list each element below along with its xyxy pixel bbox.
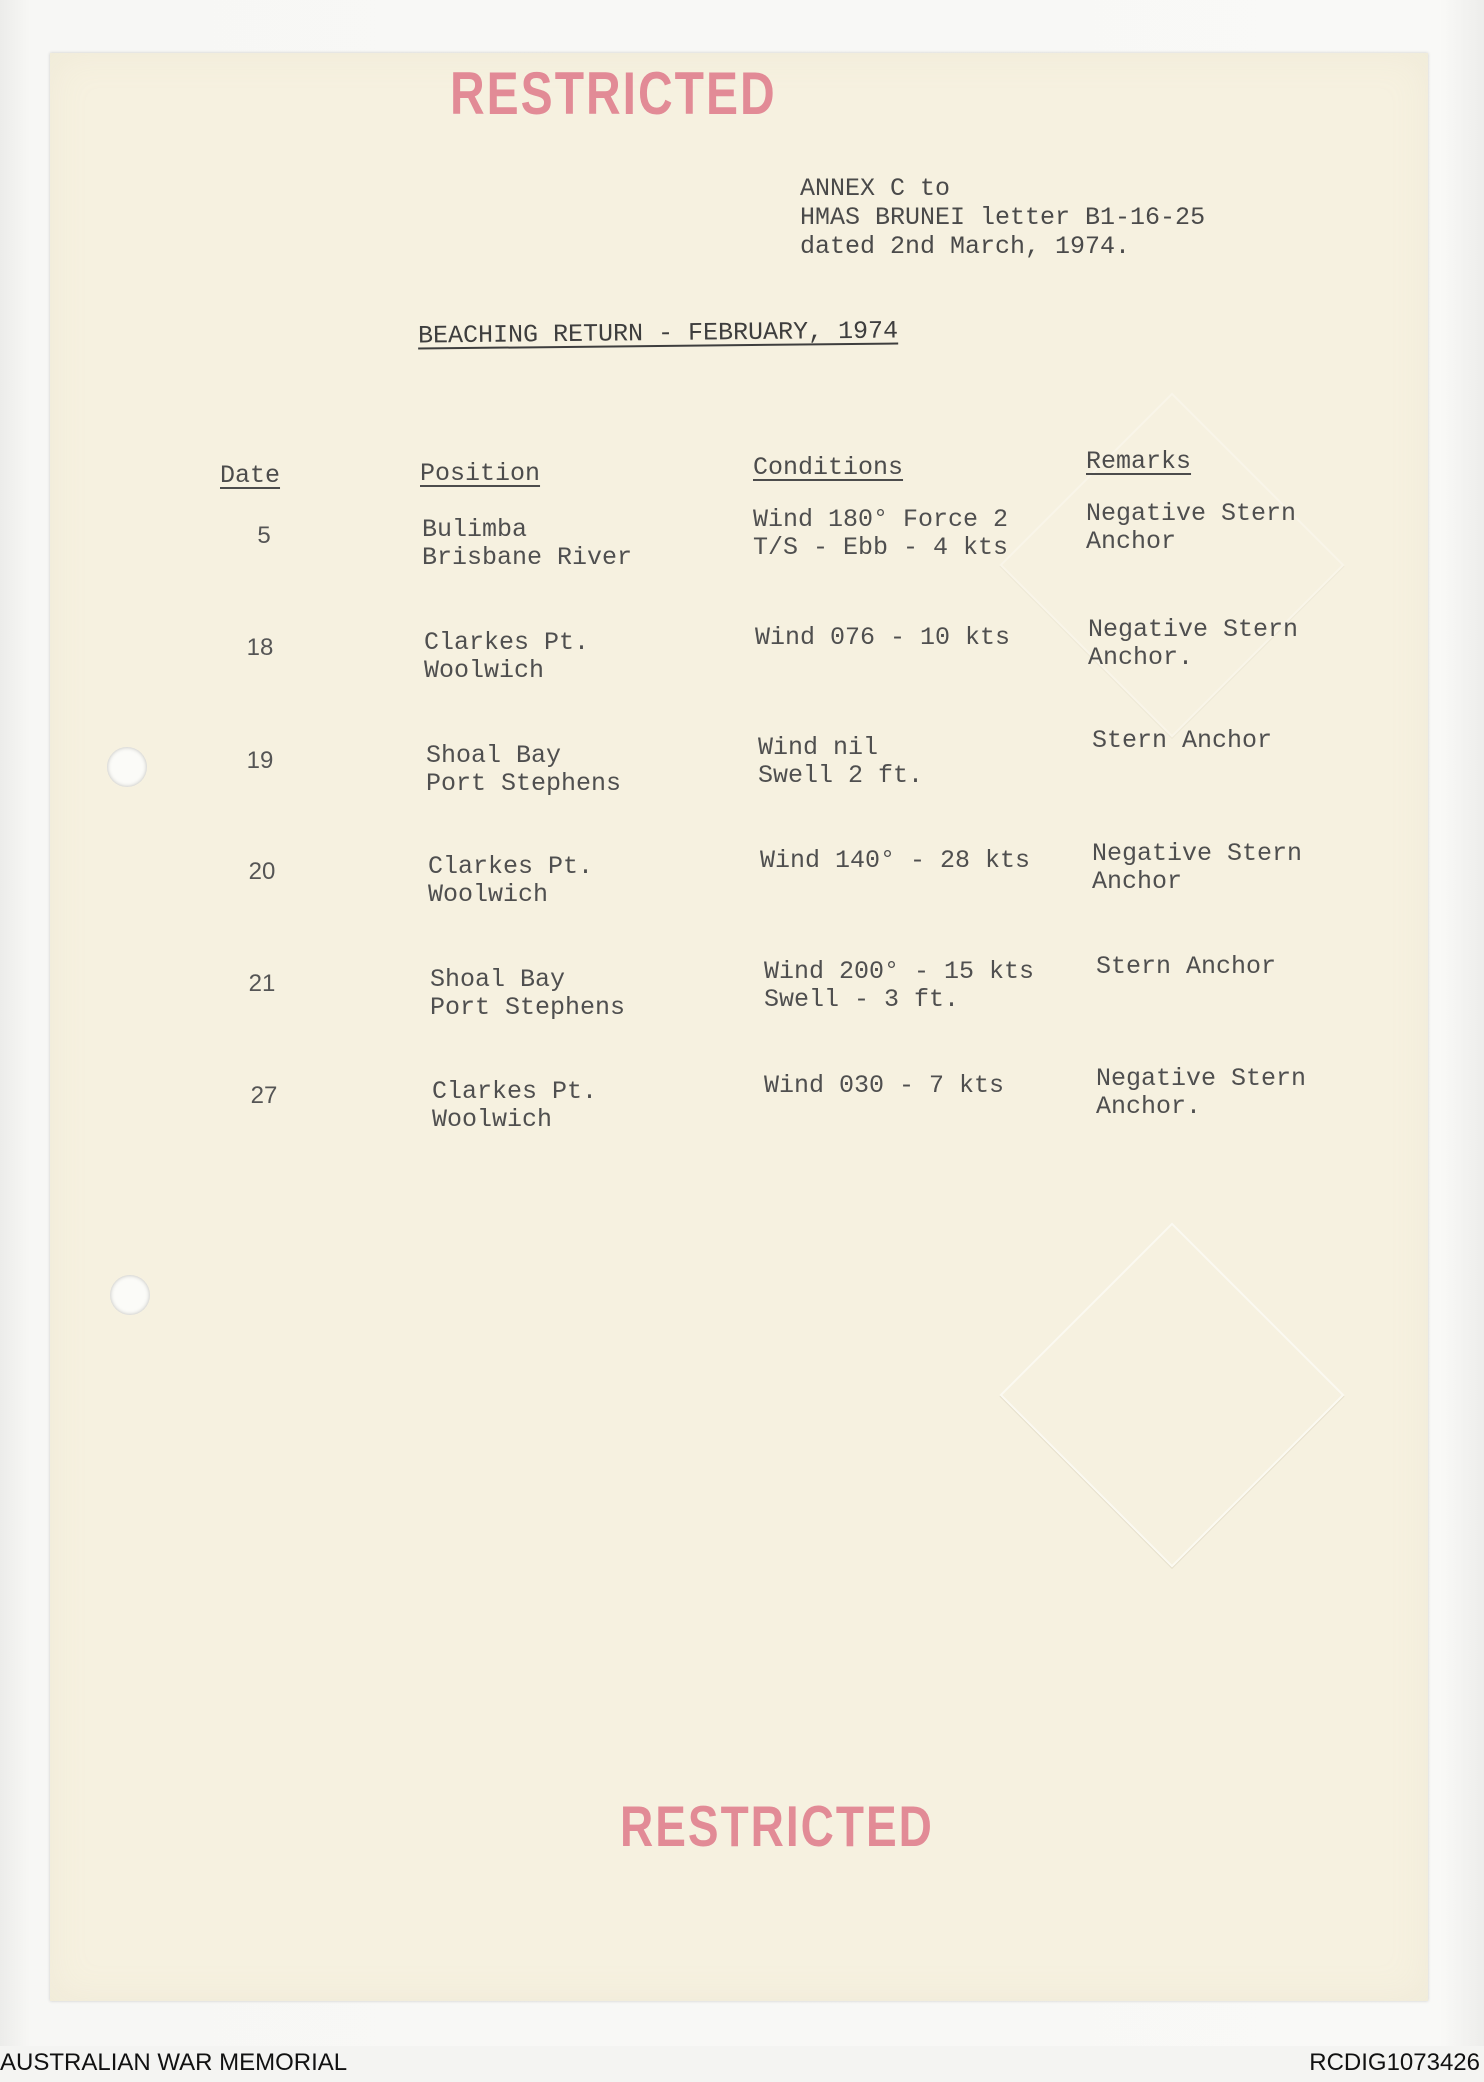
row-date: 19 — [246, 747, 274, 774]
annex-reference — [800, 174, 1205, 261]
row-conditions: Wind 180° Force 2 T/S - Ebb - 4 kts — [753, 505, 1009, 562]
watermark-emboss — [999, 392, 1344, 737]
row-remarks: Stern Anchor — [1096, 952, 1277, 981]
row-remarks: Negative Stern Anchor. — [1096, 1064, 1307, 1121]
restricted-stamp-top: RESTRICTED — [450, 61, 777, 128]
watermark-emboss — [999, 1222, 1344, 1567]
punch-hole — [107, 747, 147, 787]
row-date: 20 — [248, 858, 276, 885]
restricted-stamp-bottom: RESTRICTED — [620, 1793, 934, 1859]
row-remarks: Negative Stern Anchor — [1086, 499, 1297, 556]
column-header-position: Position — [420, 459, 541, 488]
archive-reference-id: RCDIG1073426 — [1309, 2049, 1480, 2076]
row-position: Clarkes Pt. Woolwich — [432, 1077, 598, 1134]
row-position: Clarkes Pt. Woolwich — [424, 628, 590, 685]
row-position: Shoal Bay Port Stephens — [426, 741, 622, 798]
punch-hole — [110, 1275, 150, 1315]
row-date: 18 — [246, 634, 274, 661]
column-header-remarks: Remarks — [1086, 447, 1192, 476]
row-conditions: Wind nil Swell 2 ft. — [758, 733, 924, 790]
row-position: Shoal Bay Port Stephens — [430, 965, 626, 1022]
column-header-conditions: Conditions — [753, 453, 904, 482]
row-conditions: Wind 200° - 15 kts Swell - 3 ft. — [764, 957, 1035, 1014]
row-conditions: Wind 140° - 28 kts — [760, 846, 1031, 875]
archive-credit: AUSTRALIAN WAR MEMORIAL — [0, 2049, 348, 2076]
row-date: 5 — [257, 522, 271, 549]
row-date: 27 — [250, 1082, 278, 1109]
annex-line: ANNEX C to — [800, 174, 951, 203]
row-remarks: Stern Anchor — [1092, 726, 1273, 755]
annex-line: dated 2nd March, 1974. — [800, 232, 1131, 261]
document-title: BEACHING RETURN - FEBRUARY, 1974 — [417, 316, 899, 351]
row-position: Bulimba Brisbane River — [422, 515, 633, 572]
annex-line: HMAS BRUNEI letter B1-16-25 — [800, 203, 1206, 232]
row-conditions: Wind 030 - 7 kts — [764, 1071, 1005, 1100]
row-conditions: Wind 076 - 10 kts — [755, 623, 1011, 652]
row-remarks: Negative Stern Anchor. — [1088, 615, 1299, 672]
column-header-date: Date — [220, 461, 281, 490]
row-date: 21 — [248, 970, 276, 997]
row-remarks: Negative Stern Anchor — [1092, 839, 1303, 896]
row-position: Clarkes Pt. Woolwich — [428, 852, 594, 909]
